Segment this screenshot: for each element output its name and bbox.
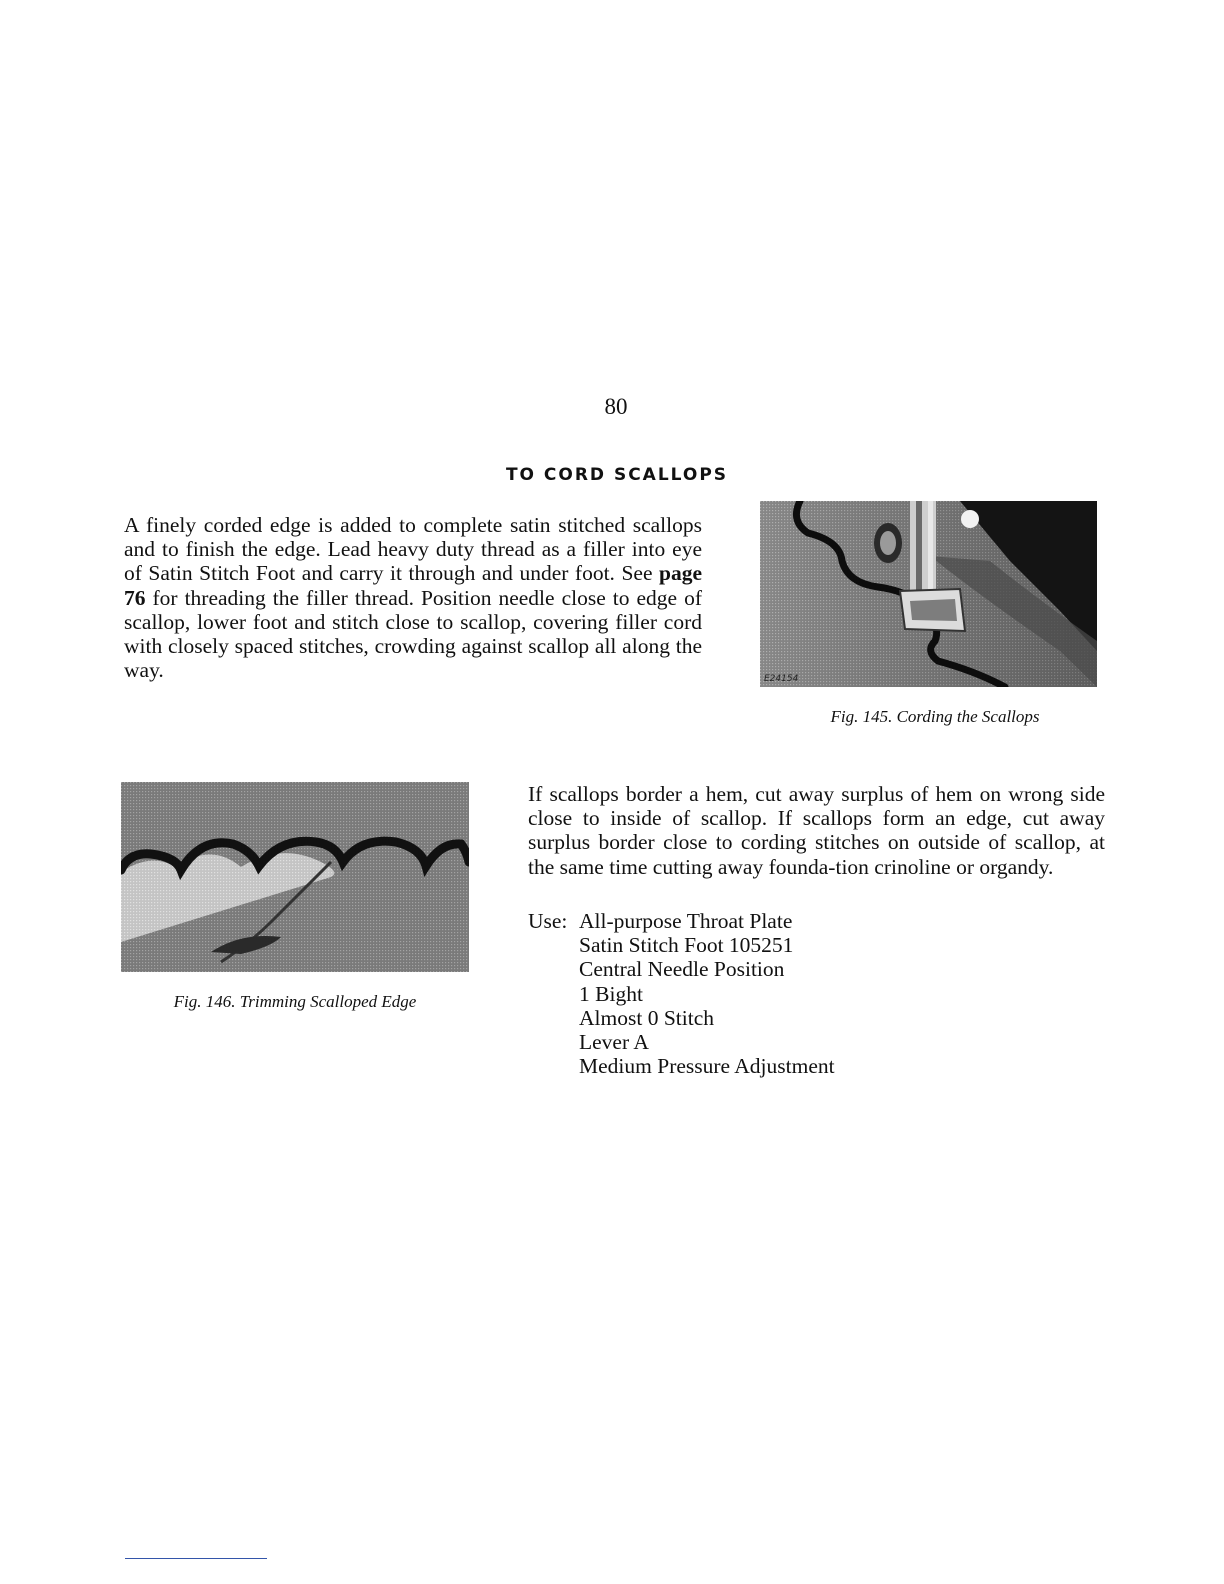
figure-146-image: [121, 782, 469, 972]
figure-145-image: [760, 501, 1097, 687]
use-item: 1 Bight: [579, 981, 643, 1006]
figure-146-photo: [121, 782, 469, 972]
footer-rule: [125, 1558, 267, 1559]
use-label: Use:: [528, 909, 568, 933]
use-item: Medium Pressure Adjustment: [579, 1054, 835, 1079]
use-item: Central Needle Position: [579, 957, 785, 982]
intro-text-before: A finely corded edge is added to complete satin stitched scallops and to finish the edge. Lead heavy duty thread as a filler into eye of Satin Stitch Foot and carry it through and under foot. See: [124, 513, 702, 586]
use-items: [579, 909, 939, 1078]
use-item: Satin Stitch Foot 105251: [579, 933, 794, 958]
page-number: 80: [604, 394, 628, 419]
figure-146-caption: Fig. 146. Trimming Scalloped Edge: [173, 992, 417, 1011]
use-item: Lever A: [579, 1030, 649, 1055]
use-item: All-purpose Throat Plate: [579, 909, 793, 933]
page-reference: page 76: [124, 561, 702, 610]
trim-paragraph: If scallops border a hem, cut away surplus of hem on wrong side close to inside of scallop. If scallops form an edge, cut away surplus border close to cording stitches on outside of scallop, at the same time cutting away founda-tion crinoline or organdy.: [528, 782, 1105, 879]
intro-paragraph: [124, 513, 702, 682]
section-title: TO CORD SCALLOPS: [505, 465, 729, 485]
intro-text-after: for threading the filler thread. Position needle close to edge of scallop, lower foot and stitch close to scallop, covering filler cord with closely spaced stitches, crowding against scallop all along the way.: [124, 585, 702, 683]
figure-145-photo: [760, 501, 1097, 687]
figure-145-caption: Fig. 145. Cording the Scallops: [830, 707, 1040, 726]
use-item: Almost 0 Stitch: [579, 1005, 714, 1030]
figure-145-code: E24154: [764, 674, 799, 684]
